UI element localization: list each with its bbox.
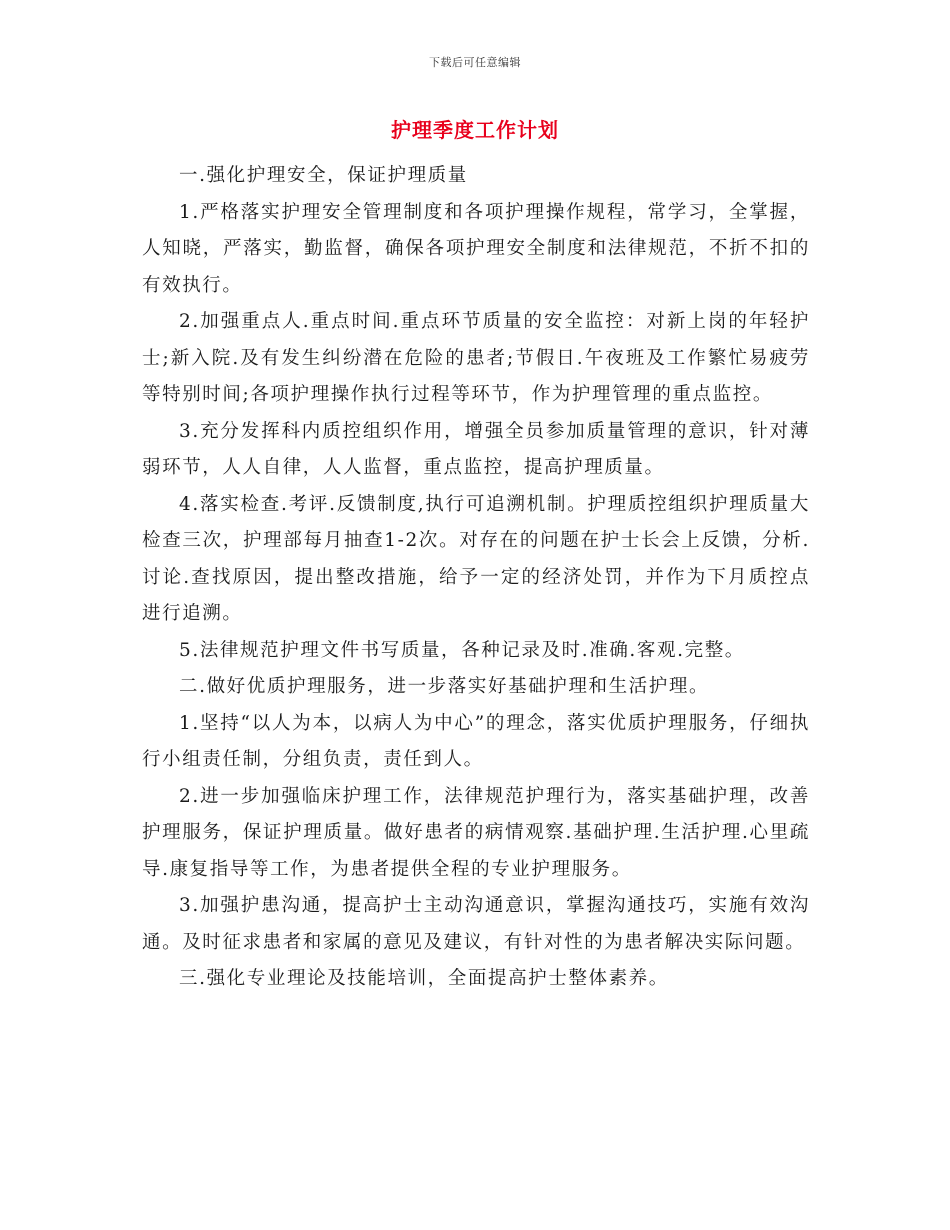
section-heading-1: 一.强化护理安全，保证护理质量 bbox=[179, 165, 468, 186]
paragraph: 1.坚持“以人为本，以病人为中心”的理念，落实优质护理服务，仔细执行小组责任制，分组负责，责任到人。 bbox=[142, 712, 810, 770]
document-body bbox=[142, 158, 810, 998]
header-note: 下载后可任意编辑 bbox=[429, 56, 521, 69]
paragraph: 4.落实检查.考评.反馈制度,执行可追溯机制。护理质控组织护理质量大检查三次，护理部每月抽查1-2次。对存在的问题在护士长会上反馈，分析.讨论.查找原因，提出整改措施，给予一定的经济处罚，并作为下月质控点进行追溯。 bbox=[142, 493, 810, 624]
section-heading-2: 二.做好优质护理服务，进一步落实好基础护理和生活护理。 bbox=[179, 676, 710, 697]
section-heading-3: 三.强化专业理论及技能培训，全面提高护士整体素养。 bbox=[179, 968, 669, 989]
paragraph: 2.进一步加强临床护理工作，法律规范护理行为，落实基础护理，改善护理服务，保证护理质量。做好患者的病情观察.基础护理.生活护理.心里疏导.康复指导等工作，为患者提供全程的专业护理服务。 bbox=[142, 785, 810, 880]
paragraph: 1.严格落实护理安全管理制度和各项护理操作规程，常学习，全掌握，人知晓，严落实，勤监督，确保各项护理安全制度和法律规范，不折不扣的有效执行。 bbox=[142, 201, 810, 296]
paragraph: 2.加强重点人.重点时间.重点环节质量的安全监控：对新上岗的年轻护士;新入院.及有发生纠纷潜在危险的患者;节假日.午夜班及工作繁忙易疲劳等特别时间;各项护理操作执行过程等环节，作为护理管理的重点监控。 bbox=[142, 311, 810, 405]
paragraph: 3.加强护患沟通，提高护士主动沟通意识，掌握沟通技巧，实施有效沟通。及时征求患者和家属的意见及建议，有针对性的为患者解决实际问题。 bbox=[142, 895, 810, 953]
paragraph: 5.法律规范护理文件书写质量，各种记录及时.准确.客观.完整。 bbox=[179, 639, 745, 661]
paragraph: 3.充分发挥科内质控组织作用，增强全员参加质量管理的意识，针对薄弱环节，人人自律，人人监督，重点监控，提高护理质量。 bbox=[142, 420, 810, 478]
document-title: 护理季度工作计划 bbox=[391, 118, 559, 142]
